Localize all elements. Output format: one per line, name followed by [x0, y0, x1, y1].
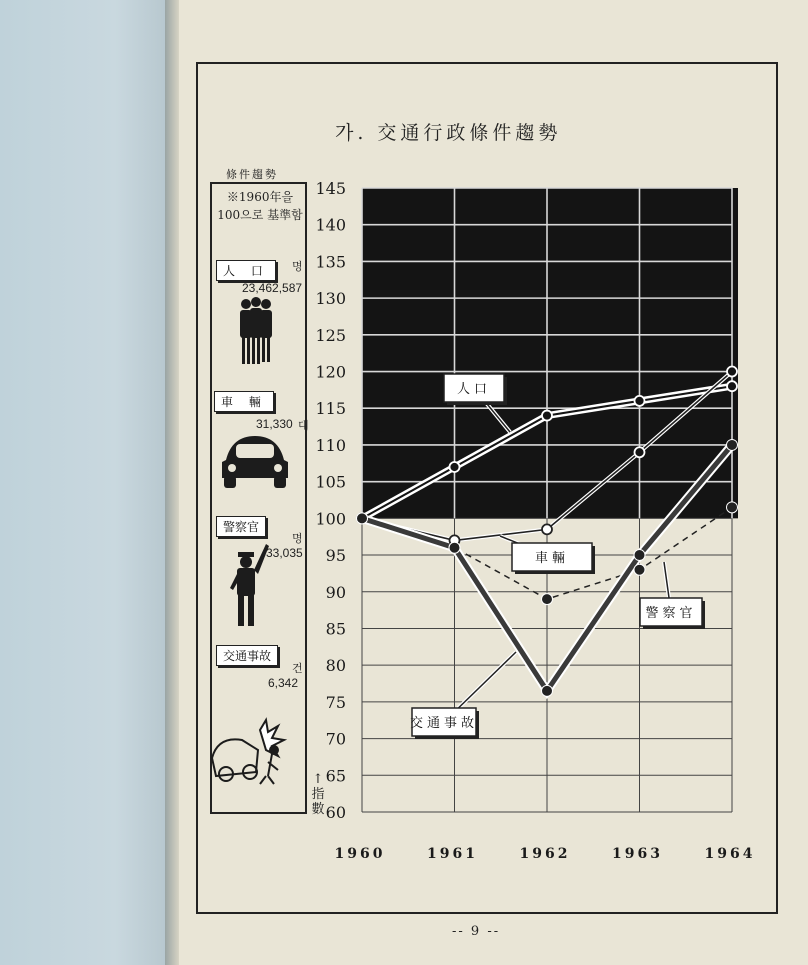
y-tick-label: 60 — [325, 803, 346, 822]
y-tick-label: 130 — [315, 289, 346, 309]
x-tick-label: 1963 — [612, 846, 663, 862]
y-tick-label: 120 — [315, 362, 346, 382]
sidebar-value-police: 33,035 — [266, 546, 303, 560]
sidebar-label-vehicles: 車 輛 — [214, 391, 274, 412]
y-tick-label: 80 — [325, 656, 346, 676]
y-tick-label: 100 — [315, 509, 346, 529]
y-tick-label: 90 — [325, 582, 346, 602]
data-point-人口 — [727, 381, 737, 391]
y-tick-label: 135 — [315, 252, 346, 272]
sidebar-unit-vehicles: 대 — [298, 419, 309, 432]
data-point-人口 — [542, 411, 552, 421]
sidebar-unit-accidents: 건 — [292, 662, 303, 675]
callout-accidents-label: 交通事故 — [409, 716, 479, 731]
callout-population-label: 人口 — [456, 382, 492, 397]
data-point-交通事故 — [634, 550, 645, 561]
data-point-警察官 — [542, 594, 553, 605]
y-tick-label: 70 — [325, 729, 346, 749]
y-tick-label: 110 — [315, 435, 346, 455]
callout-vehicles-label: 車輛 — [534, 551, 570, 566]
y-tick-label: 65 — [325, 766, 346, 786]
x-tick-label: 1964 — [704, 846, 756, 862]
y-tick-label: 95 — [325, 546, 346, 566]
y-axis-label: ↑指數 — [311, 772, 325, 817]
sidebar-label-population: 人 口 — [216, 260, 276, 281]
data-point-警察官 — [634, 564, 645, 575]
y-tick-label: 105 — [315, 472, 346, 492]
baseline-note: ※1960年을 100으로 基準함 — [217, 190, 303, 222]
sidebar-unit-population: 명 — [292, 260, 303, 273]
sidebar-label-accidents: 交通事故 — [216, 645, 278, 666]
y-tick-label: 85 — [325, 619, 346, 639]
x-tick-label: 1961 — [427, 846, 478, 862]
page-number: -- 9 -- — [452, 924, 501, 939]
x-tick-label: 1962 — [519, 846, 571, 862]
callout-police-label: 警察官 — [645, 606, 697, 621]
data-point-交通事故 — [542, 685, 553, 696]
data-point-警察官 — [727, 502, 738, 513]
sidebar-value-population: 23,462,587 — [242, 281, 303, 295]
y-tick-label: 115 — [315, 399, 346, 419]
data-point-交通事故 — [357, 513, 368, 524]
upper-shaded-region — [362, 188, 738, 518]
x-tick-label: 1960 — [334, 846, 386, 862]
data-point-人口 — [450, 462, 460, 472]
data-point-車輛 — [635, 447, 645, 457]
sidebar-label-police: 警察官 — [216, 516, 266, 537]
data-point-交通事故 — [727, 439, 738, 450]
y-tick-label: 140 — [315, 215, 346, 235]
sidebar-value-accidents: 6,342 — [268, 676, 299, 690]
data-point-車輛 — [727, 367, 737, 377]
chart-title: 가. 交通行政條件趨勢 — [335, 122, 562, 144]
data-point-車輛 — [542, 524, 552, 534]
y-tick-label: 145 — [315, 179, 346, 198]
y-tick-label: 125 — [315, 325, 346, 345]
sidebar-value-vehicles: 31,330 — [256, 417, 293, 431]
data-point-交通事故 — [449, 542, 460, 553]
sidebar-heading: 條件趨勢 — [226, 168, 278, 181]
y-tick-label: 75 — [325, 692, 346, 712]
data-point-人口 — [635, 396, 645, 406]
sidebar-unit-police: 명 — [292, 532, 303, 545]
